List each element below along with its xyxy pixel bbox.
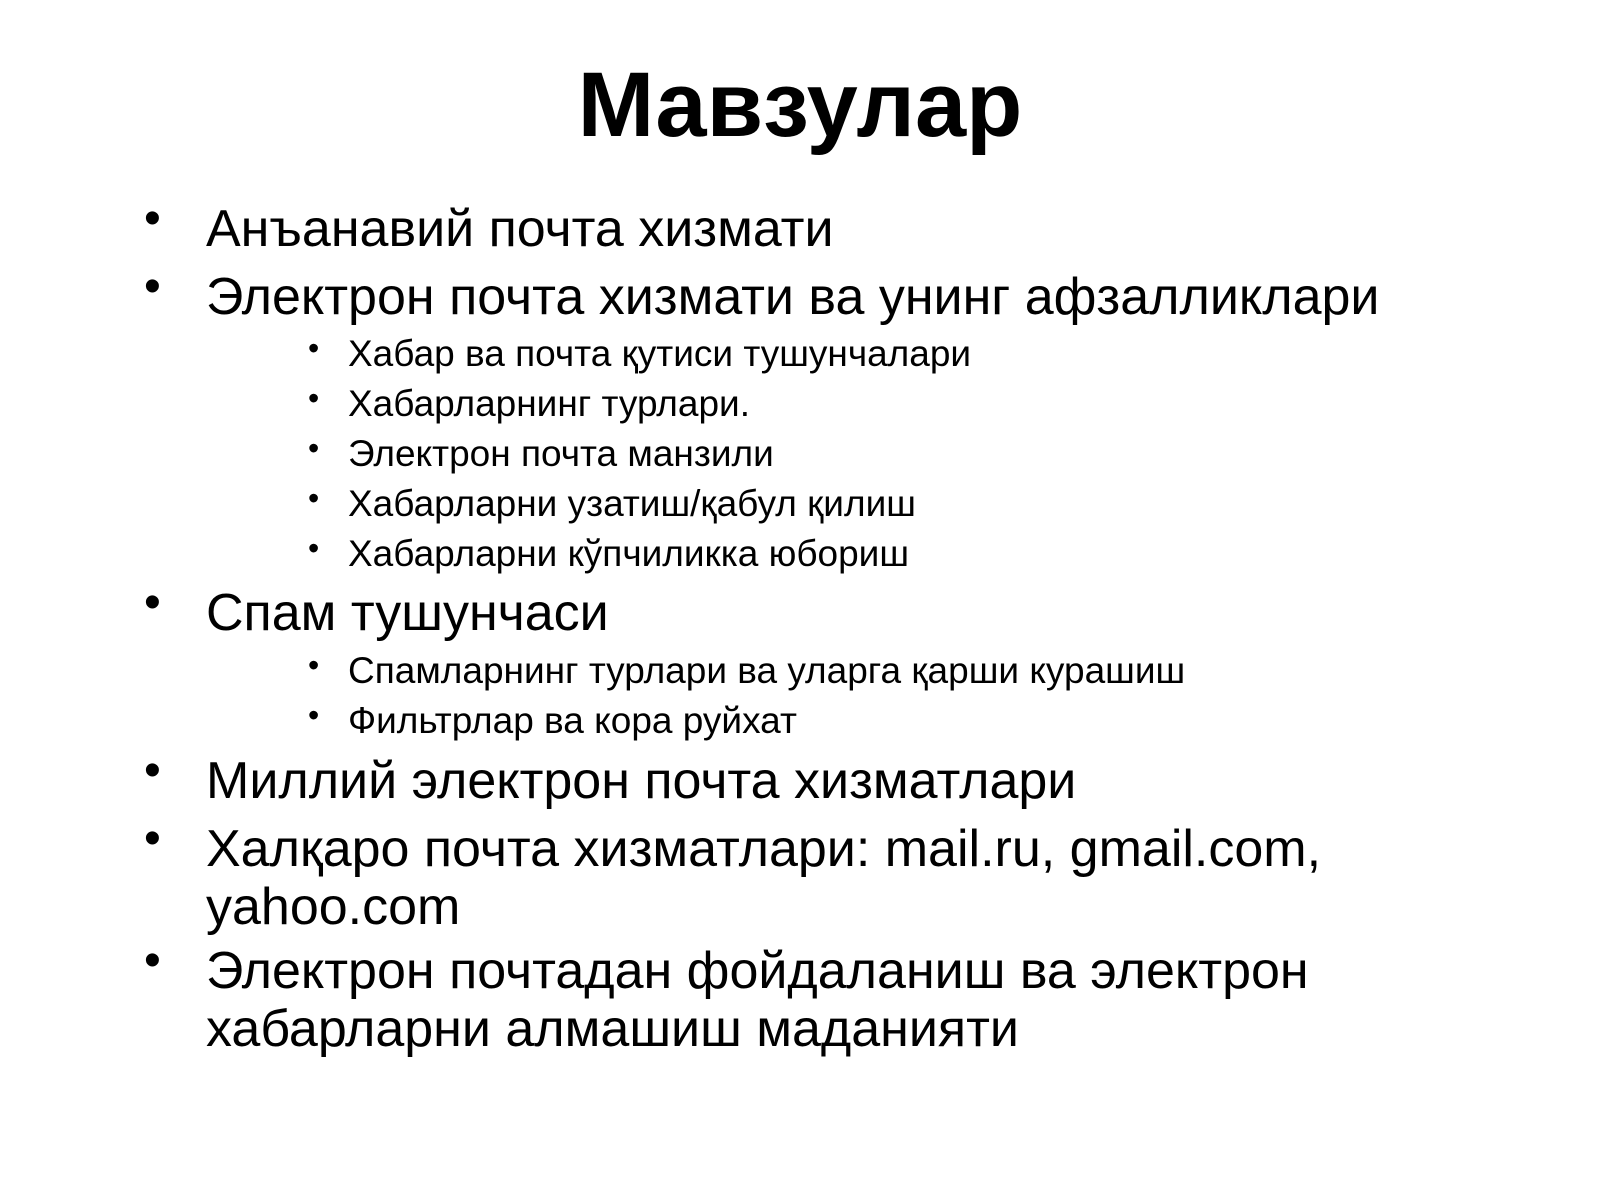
sub-list-item xyxy=(308,530,1548,575)
bullet-icon: • xyxy=(308,480,320,516)
slide-title: Мавзулар xyxy=(577,54,1023,156)
list-item-text: Фильтрлар ва кора руйхат xyxy=(348,700,797,741)
bullet-icon: • xyxy=(144,934,161,987)
sub-list-item xyxy=(308,697,1548,742)
list-item-text: Миллий электрон почта хизматлари xyxy=(206,752,1077,810)
sub-list-item xyxy=(308,380,1548,425)
sub-list-item xyxy=(308,330,1548,375)
list-item xyxy=(144,576,1546,642)
list-item-text: Спамларнинг турлари ва уларга қарши курашиш xyxy=(348,650,1186,691)
list-item-text: Электрон почта манзили xyxy=(348,433,774,474)
bullet-icon: • xyxy=(308,430,320,466)
list-item-text: Электрон почтадан фойдаланиш ва электрон хабарларни алмашиш маданияти xyxy=(206,942,1309,1058)
list-item-text: Хабарларни узатиш/қабул қилиш xyxy=(348,483,916,524)
list-item xyxy=(144,260,1546,326)
list-item-text: Спам тушунчаси xyxy=(206,584,609,642)
list-item-text: Халқаро почта хизматлари: mail.ru, gmail.com, yahoo.com xyxy=(206,820,1322,936)
list-item xyxy=(144,934,1546,1058)
list-item xyxy=(144,192,1546,258)
bullet-icon: • xyxy=(308,380,320,416)
list-item-text: Хабарларни кўпчиликка юбориш xyxy=(348,533,910,574)
sub-list-item xyxy=(308,430,1548,475)
bullet-icon: • xyxy=(308,647,320,683)
list-item-text: Анъанавий почта хизмати xyxy=(206,200,834,258)
bullet-icon: • xyxy=(144,192,161,245)
bullet-icon: • xyxy=(308,530,320,566)
bullet-icon: • xyxy=(144,812,161,865)
bullet-icon: • xyxy=(144,744,161,797)
bullet-icon: • xyxy=(144,260,161,313)
list-item xyxy=(144,812,1546,936)
bullet-icon: • xyxy=(308,330,320,366)
list-item-text: Электрон почта хизмати ва унинг афзалликлари xyxy=(206,268,1380,326)
list-item-text: Хабар ва почта қутиси тушунчалари xyxy=(348,333,972,374)
list-item xyxy=(144,744,1546,810)
bullet-icon: • xyxy=(144,576,161,629)
bullet-icon: • xyxy=(308,697,320,733)
list-item-text: Хабарларнинг турлари. xyxy=(348,383,750,424)
sub-list-item xyxy=(308,647,1548,692)
sub-list-item xyxy=(308,480,1548,525)
